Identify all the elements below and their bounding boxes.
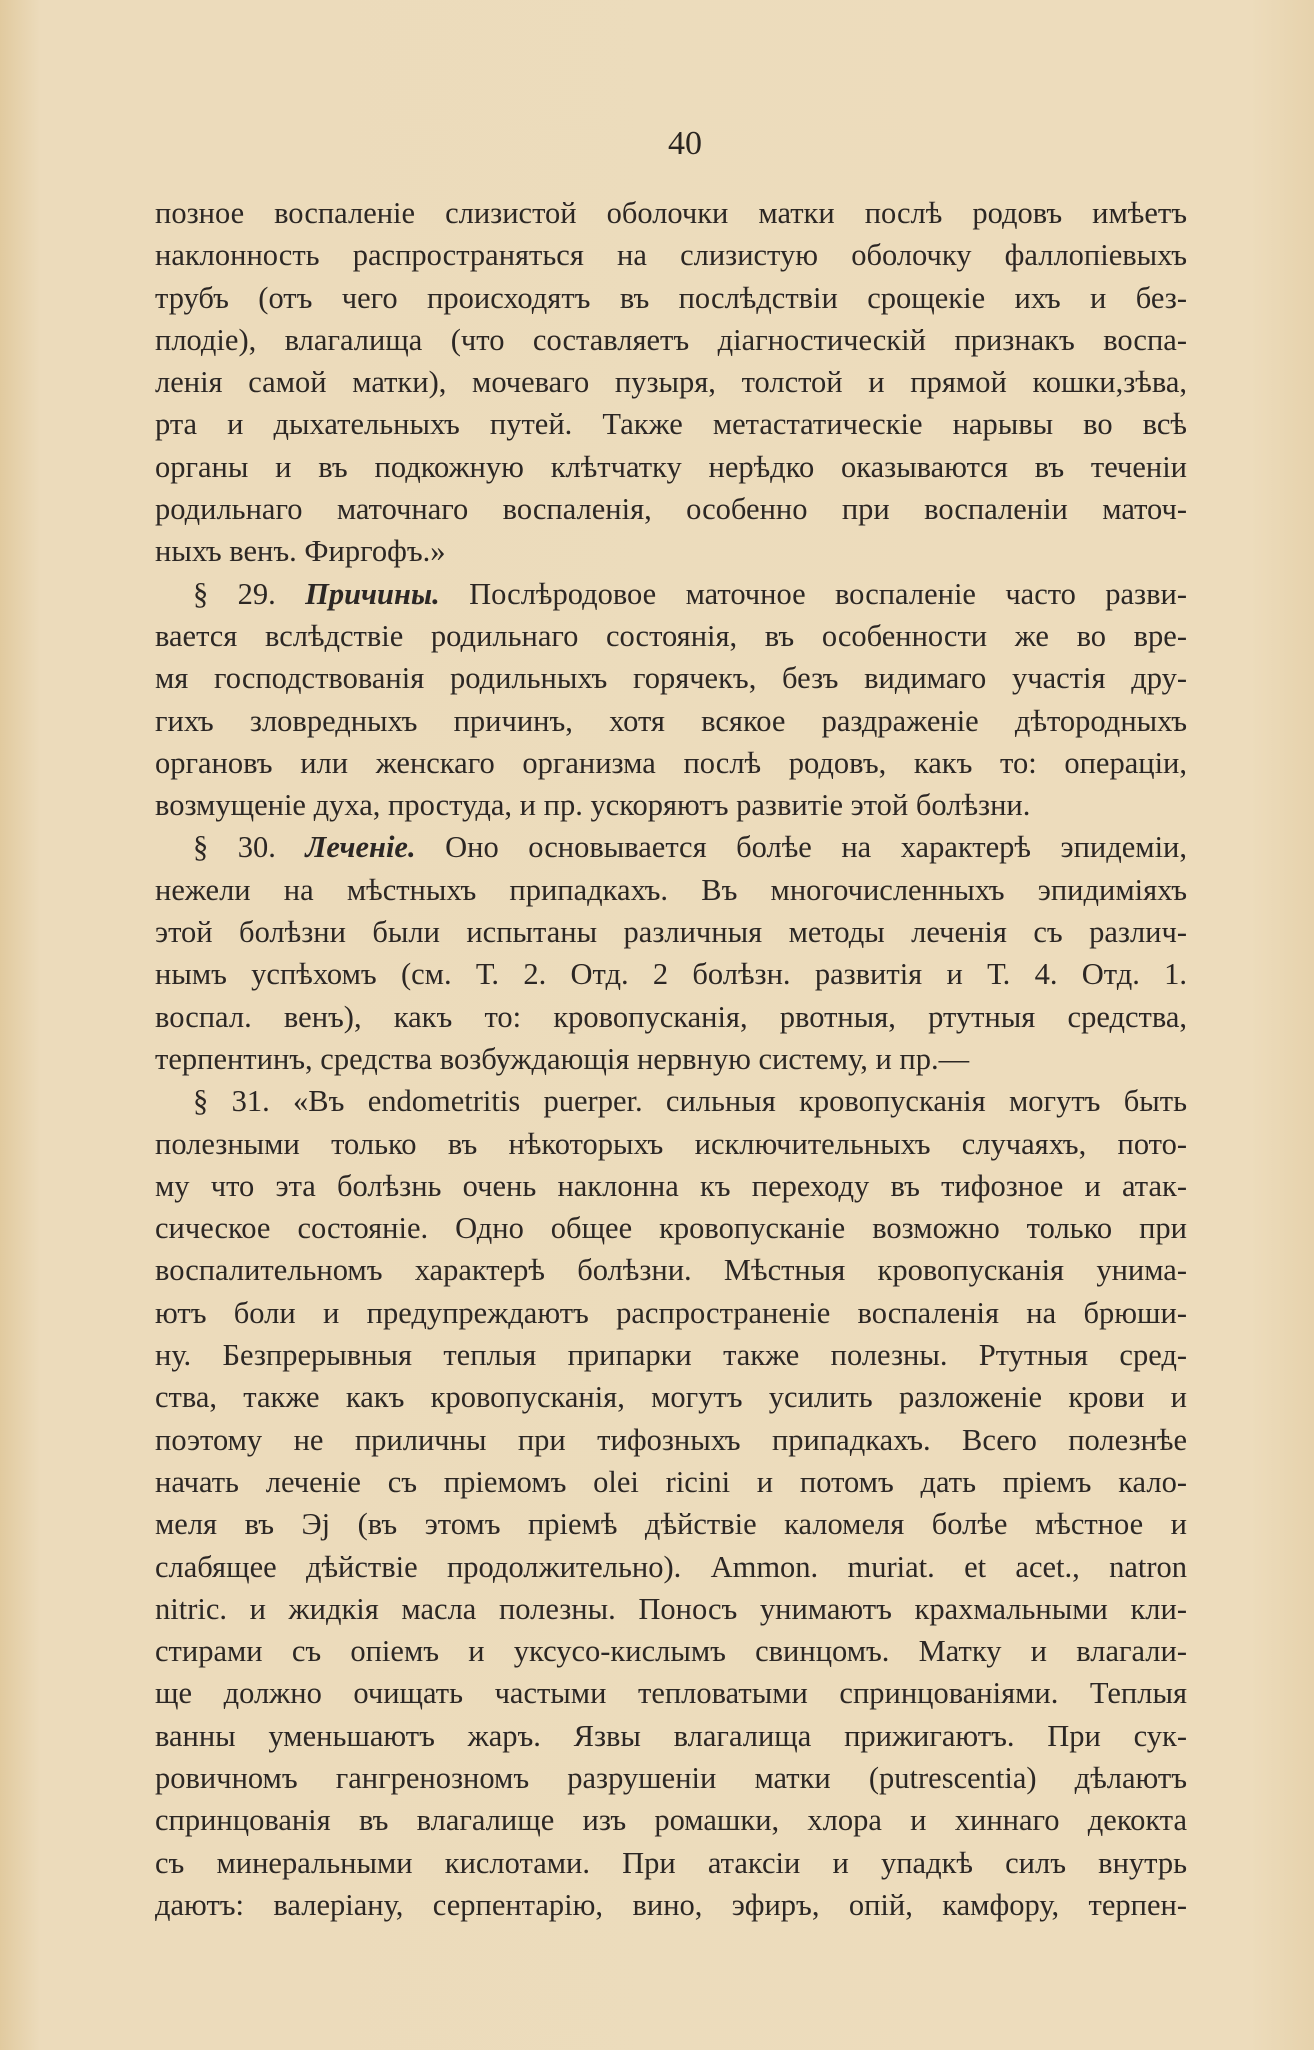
text-line: трубъ (отъ чего происходятъ въ послѣдствіи срощекіе ихъ и без- (155, 280, 1187, 315)
text-line: стирами съ опіемъ и уксусо-кислымъ свинцомъ. Матку и влагали- (155, 1634, 1187, 1669)
text-line: этой болѣзни были испытаны различныя методы леченія съ различ- (155, 915, 1187, 950)
text-line (155, 826, 1187, 868)
text-line: органы и въ подкожную клѣтчатку нерѣдко оказываются въ теченіи (155, 449, 1187, 484)
text-line: гихъ зловредныхъ причинъ, хотя всякое раздраженіе дѣтородныхъ (155, 703, 1187, 738)
text-span: Оно основывается болѣе на характерѣ эпидеміи, (415, 830, 1187, 865)
text-line: меля въ Эj (въ этомъ пріемѣ дѣйствіе каломеля болѣе мѣстное и (155, 1507, 1187, 1542)
text-line: nitric. и жидкія масла полезны. Поносъ унимаютъ крахмальными кли- (155, 1591, 1187, 1626)
text-line: начать леченіе съ пріемомъ olei ricini и потомъ дать пріемъ кало- (155, 1464, 1187, 1499)
text-line: терпентинъ, средства возбуждающія нервную систему, и пр.— (155, 1041, 970, 1076)
text-line (155, 573, 1187, 615)
text-line: позное воспаленіе слизистой оболочки матки послѣ родовъ имѣетъ (155, 196, 1187, 230)
text-line: нежели на мѣстныхъ припадкахъ. Въ многочисленныхъ эпидиміяхъ (155, 872, 1187, 907)
text-span: § 30. (193, 830, 306, 865)
text-line: ще должно очищать частыми тепловатыми спринцованіями. Теплыя (155, 1676, 1187, 1711)
page-number: 40 (668, 125, 702, 162)
section-heading: Причины. (305, 576, 440, 611)
text-line: рта и дыхательныхъ путей. Также метастатическіе нарывы во всѣ (155, 407, 1187, 442)
text-line: ленія самой матки), мочеваго пузыря, толстой и прямой кошки,зѣва, (155, 365, 1187, 400)
text-span: Послѣродовое маточное воспаленіе часто разви- (439, 576, 1187, 611)
section-heading: Леченіе. (305, 830, 416, 865)
text-line: ныхъ венъ. Фиргофъ.» (155, 534, 446, 569)
text-line: возмущеніе духа, простуда, и пр. ускоряютъ развитіе этой болѣзни. (155, 788, 1031, 823)
text-span: § 29. (193, 576, 306, 611)
text-line: органовъ или женскаго организма послѣ родовъ, какъ то: операціи, (155, 745, 1187, 780)
text-line: ютъ боли и предупреждаютъ распространеніе воспаленія на брюши- (155, 1295, 1187, 1330)
text-line: поэтому не приличны при тифозныхъ припадкахъ. Всего полезнѣе (155, 1422, 1187, 1457)
text-line: нымъ успѣхомъ (см. Т. 2. Отд. 2 болѣзн. развитія и Т. 4. Отд. 1. (155, 957, 1187, 992)
text-line: § 31. «Въ endometritis puerper. сильныя кровопусканія могутъ быть (193, 1084, 1187, 1119)
text-line: вается вслѣдствіе родильнаго состоянія, въ особенности же во вре- (155, 618, 1187, 653)
body-text (155, 192, 1187, 1926)
text-line: му что эта болѣзнь очень наклонна къ переходу въ тифозное и атак- (155, 1168, 1187, 1203)
text-line: съ минеральными кислотами. При атаксіи и упадкѣ силъ внутрь (155, 1845, 1187, 1880)
text-line: ровичномъ гангренозномъ разрушеніи матки (putrescentia) дѣлаютъ (155, 1760, 1187, 1795)
text-line: даютъ: валеріану, серпентарію, вино, эфиръ, опій, камфору, терпен- (155, 1887, 1187, 1922)
text-line: спринцованія въ влагалище изъ ромашки, хлора и хиннаго декокта (155, 1803, 1187, 1838)
text-line: мя господствованія родильныхъ горячекъ, безъ видимаго участія дру- (155, 661, 1187, 696)
text-line: воспал. венъ), какъ то: кровопусканія, рвотныя, ртутныя средства, (155, 999, 1187, 1034)
text-line: ства, также какъ кровопусканія, могутъ усилить разложеніе крови и (155, 1380, 1187, 1415)
text-line: слабящее дѣйствіе продолжительно). Ammon. muriat. et acet., natron (155, 1549, 1187, 1584)
text-line: родильнаго маточнаго воспаленія, особенно при воспаленіи маточ- (155, 492, 1187, 527)
text-line: наклонность распространяться на слизистую оболочку фаллопіевыхъ (155, 238, 1187, 273)
text-line: плодіе), влагалища (что составляетъ діагностическій признакъ воспа- (155, 322, 1187, 357)
text-line: полезными только въ нѣкоторыхъ исключительныхъ случаяхъ, пото- (155, 1126, 1187, 1161)
text-line: ну. Безпрерывныя теплыя припарки также полезны. Ртутныя сред- (155, 1338, 1187, 1373)
text-line: сическое состояніе. Одно общее кровопусканіе возможно только при (155, 1211, 1187, 1246)
text-line: ванны уменьшаютъ жаръ. Язвы влагалища прижигаютъ. При сук- (155, 1718, 1187, 1753)
text-line: воспалительномъ характерѣ болѣзни. Мѣстныя кровопусканія унима- (155, 1253, 1187, 1288)
